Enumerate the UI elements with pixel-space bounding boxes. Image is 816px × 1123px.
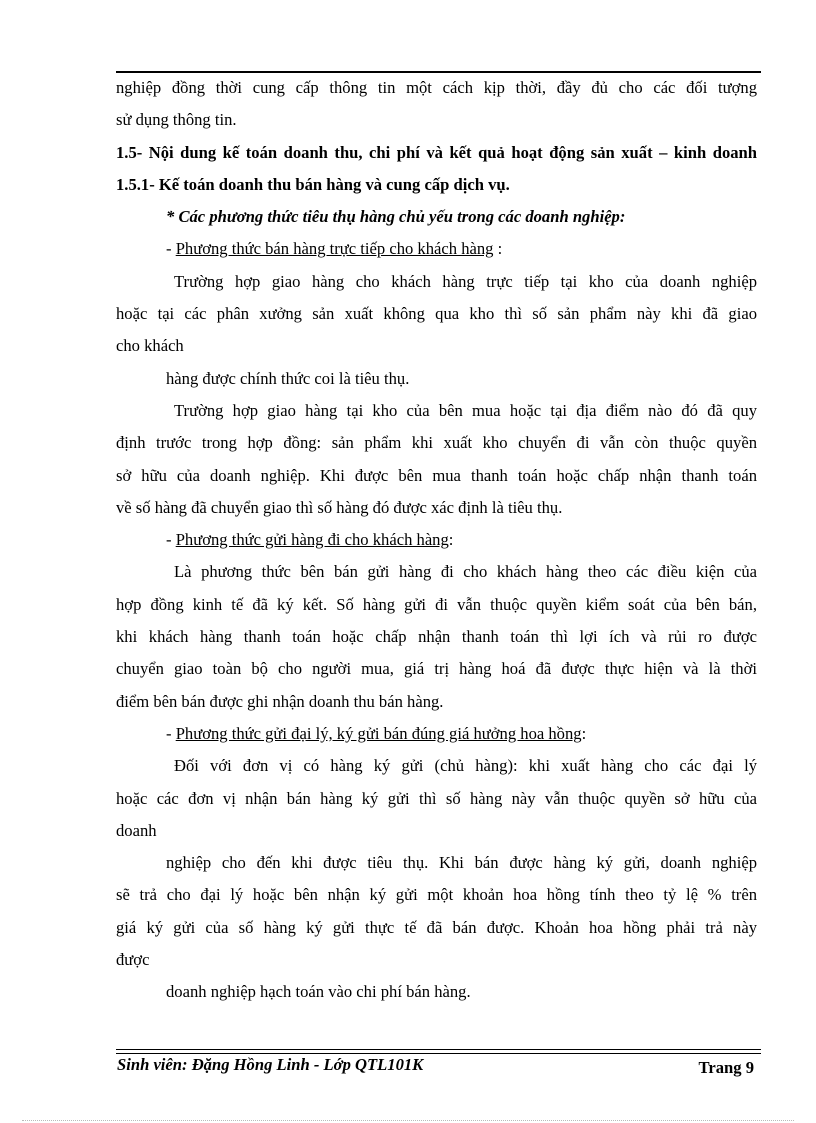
text-line: chuyển giao toàn bộ cho người mua, giá trị hàng hoá đã được thực hiện và là thời xyxy=(116,659,757,679)
text-line: Trường hợp giao hàng tại kho của bên mua hoặc tại địa điểm nào đó đã quy xyxy=(174,400,757,420)
text-line: hàng được chính thức coi là tiêu thụ. xyxy=(166,368,410,388)
text-line: Là phương thức bên bán gửi hàng đi cho khách hàng theo các điều kiện của xyxy=(174,562,757,582)
text-line: hoặc các đơn vị nhận bán hàng ký gửi thì số hàng này vẫn thuộc quyền sở hữu của xyxy=(116,788,757,808)
text-line: Trường hợp giao hàng cho khách hàng trực tiếp tại kho của doanh nghiệp xyxy=(174,271,757,291)
document-body xyxy=(116,72,757,1009)
footer-rule xyxy=(116,1049,761,1050)
dash: - xyxy=(166,723,176,743)
footer-rule xyxy=(116,1053,761,1054)
method-title: Phương thức bán hàng trực tiếp cho khách hàng xyxy=(175,239,494,259)
dash: - xyxy=(166,530,176,550)
method-title: Phương thức gửi đại lý, ký gửi bán đúng giá hưởng hoa hồng xyxy=(175,723,582,743)
subsection-heading: 1.5.1- Kế toán doanh thu bán hàng và cung cấp dịch vụ. xyxy=(116,174,510,194)
text-line: Đối với đơn vị có hàng ký gửi (chủ hàng): khi xuất hàng cho các đại lý xyxy=(174,756,757,776)
text-line: hoặc tại các phân xưởng sản xuất không qua kho thì số sản phẩm này khi đã giao xyxy=(116,304,757,324)
punct: : xyxy=(493,239,503,259)
text-line: hợp đồng kinh tế đã ký kết. Số hàng gửi đi vẫn thuộc quyền kiểm soát của bên bán, xyxy=(116,594,757,614)
text-line: nghiệp đồng thời cung cấp thông tin một cách kịp thời, đầy đủ cho các đối tượng xyxy=(116,78,757,97)
text-line: được xyxy=(116,950,150,970)
text-line: sở hữu của doanh nghiệp. Khi được bên mua thanh toán hoặc chấp nhận thanh toán xyxy=(116,465,757,485)
text-line: doanh nghiệp hạch toán vào chi phí bán hàng. xyxy=(166,982,471,1002)
method-heading xyxy=(116,524,757,556)
page-number: Trang 9 xyxy=(698,1058,754,1077)
text-line: sẽ trả cho đại lý hoặc bên nhận ký gửi một khoản hoa hồng tính theo tỷ lệ % trên xyxy=(116,885,757,905)
text-line: khi khách hàng thanh toán hoặc chấp nhận thanh toán thì lợi ích và rủi ro được xyxy=(116,627,757,647)
method-heading xyxy=(116,718,757,750)
text-line: điểm bên bán được ghi nhận doanh thu bán hàng. xyxy=(116,691,444,711)
text-line: sử dụng thông tin. xyxy=(116,110,237,130)
text-line: doanh xyxy=(116,820,157,840)
punct: : xyxy=(581,723,587,743)
footer-author: Sinh viên: Đặng Hồng Linh - Lớp QTL101K xyxy=(117,1055,424,1074)
dash: - xyxy=(166,239,176,259)
text-line: giá ký gửi của số hàng ký gửi thực tế đã bán được. Khoản hoa hồng phải trả này xyxy=(116,917,757,937)
text-line: cho khách xyxy=(116,336,184,356)
section-heading: 1.5- Nội dung kế toán doanh thu, chi phí và kết quả hoạt động sản xuất – kinh doanh xyxy=(116,142,757,162)
page-edge xyxy=(22,1120,794,1121)
text-line: nghiệp cho đến khi được tiêu thụ. Khi bán được hàng ký gửi, doanh nghiệp xyxy=(166,853,757,873)
method-title: Phương thức gửi hàng đi cho khách hàng xyxy=(175,530,449,550)
method-heading xyxy=(116,233,757,265)
punct: : xyxy=(448,530,454,550)
text-line: về số hàng đã chuyển giao thì số hàng đó được xác định là tiêu thụ. xyxy=(116,497,563,517)
topic-heading: * Các phương thức tiêu thụ hàng chủ yếu trong các doanh nghiệp: xyxy=(166,207,626,227)
text-line: định trước trong hợp đồng: sản phẩm khi xuất kho chuyển đi vẫn còn thuộc quyền xyxy=(116,433,757,453)
